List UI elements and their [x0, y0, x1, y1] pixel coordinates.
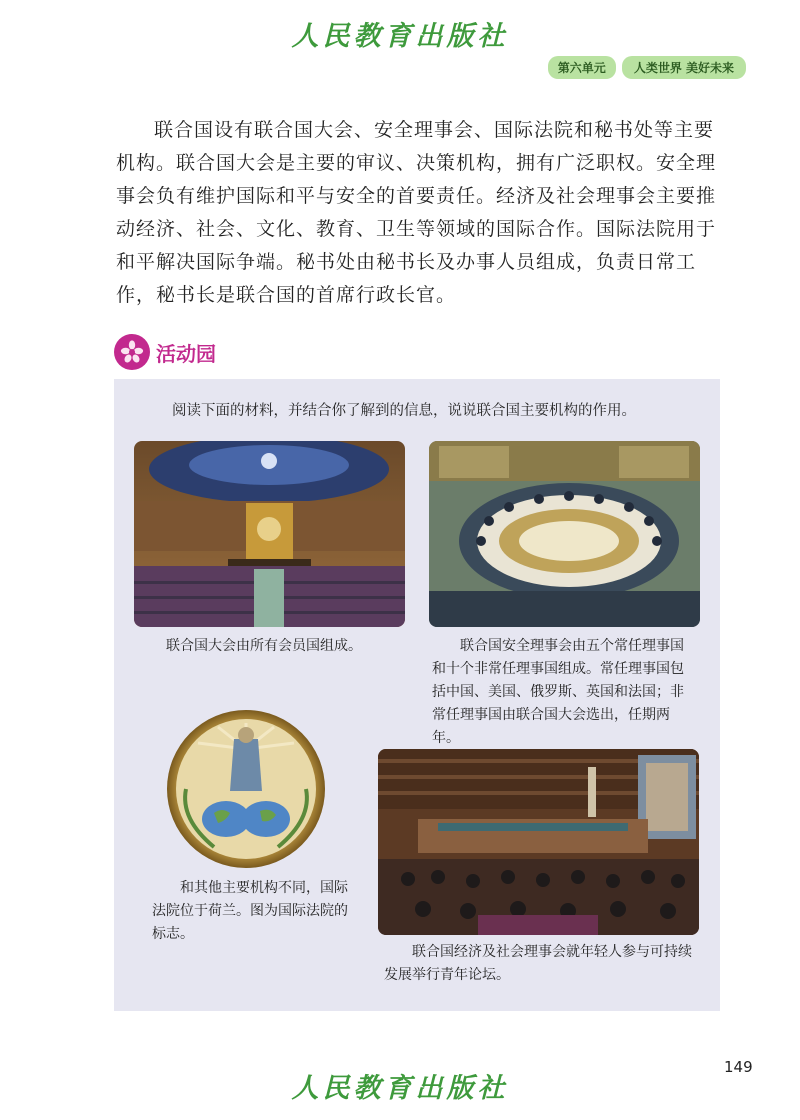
security-council-caption: 联合国安全理事会由五个常任理事国和十个非常任理事国组成。常任理事国包括中国、美国、俄罗斯、英国和法国；非常任理事国由联合国大会选出，任期两年。 — [432, 638, 684, 746]
unit-title: 人类世界 美好未来 — [622, 56, 746, 79]
unit-header — [548, 56, 746, 79]
general-assembly-photo — [134, 441, 405, 627]
general-assembly-caption: 联合国大会由所有会员国组成。 — [166, 638, 362, 654]
activity-panel — [114, 379, 720, 1011]
publisher-logo-top: 人民教育出版社 — [291, 21, 509, 52]
icj-caption: 和其他主要机构不同，国际法院位于荷兰。图为国际法院的标志。 — [152, 880, 348, 942]
activity-prompt: 阅读下面的材料，并结合你了解到的信息，说说联合国主要机构的作用。 — [172, 403, 636, 419]
ecosoc-caption: 联合国经济及社会理事会就年轻人参与可持续发展举行青年论坛。 — [384, 944, 692, 983]
ecosoc-photo — [378, 749, 699, 935]
body-paragraph: 联合国设有联合国大会、安全理事会、国际法院和秘书处等主要机构。联合国大会是主要的审议、决策机构，拥有广泛职权。安全理事会负有维护国际和平与安全的首要责任。经济及社会理事会主要推动经济、社会、文化、教育、卫生等领域的国际合作。国际法院用于和平解决国际争端。秘书处由秘书长及办事人员组成，负责日常工作，秘书长是联合国的首席行政长官。 — [116, 119, 717, 306]
publisher-logo-bottom: 人民教育出版社 — [291, 1073, 509, 1104]
unit-label: 第六单元 — [548, 56, 616, 79]
flower-icon — [114, 334, 150, 370]
activity-title: 活动园 — [156, 341, 216, 366]
page-number: 149 — [724, 1058, 753, 1076]
security-council-photo — [429, 441, 700, 627]
activity-heading — [114, 334, 216, 370]
icj-emblem — [164, 709, 328, 869]
